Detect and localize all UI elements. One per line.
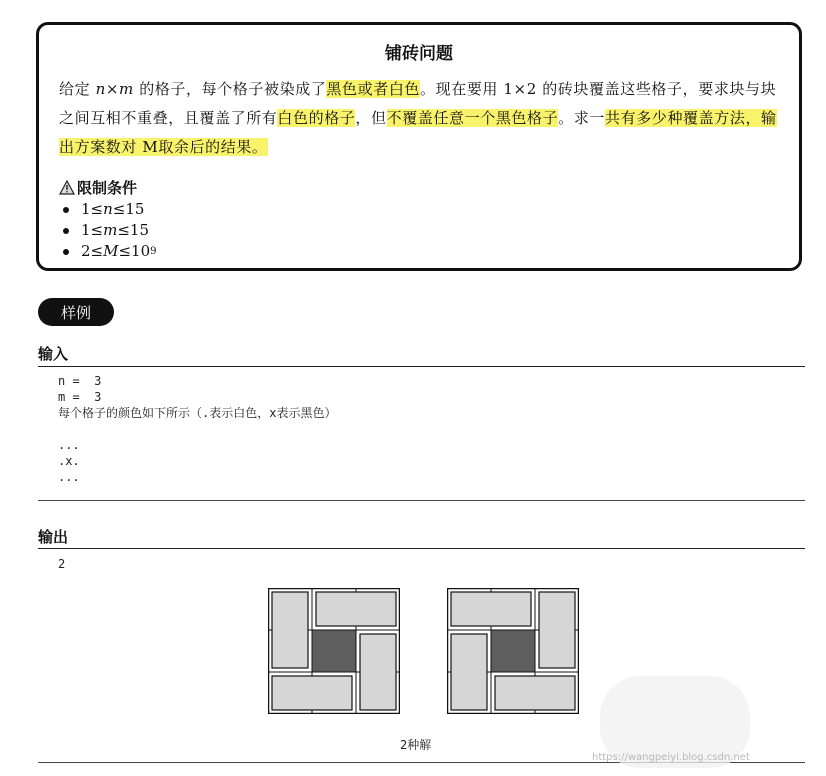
input-line: m = 3 — [58, 390, 102, 404]
solution-2-diagram — [447, 588, 579, 714]
constraint-item: 1≤ n ≤15 — [59, 199, 359, 220]
solution-1-diagram — [268, 588, 400, 714]
problem-box — [36, 22, 802, 271]
domino-horizontal — [316, 592, 396, 626]
input-line: 每个格子的颜色如下所示（.表示白色，x表示黑色） — [58, 406, 337, 420]
domino-vertical — [272, 592, 308, 668]
highlight-white-cells: 白色的格子 — [277, 109, 356, 127]
grid-row: ... — [58, 438, 80, 452]
input-line: n = 3 — [58, 374, 102, 388]
domino-vertical — [360, 634, 396, 710]
watermark-text: https://wangpeiyi.blog.csdn.net — [592, 752, 750, 763]
domino-horizontal — [495, 676, 575, 710]
grid-row: ... — [58, 470, 80, 484]
input-bottom-rule — [38, 500, 805, 501]
output-value: 2 — [58, 557, 66, 571]
statement-text: ，但 — [355, 109, 387, 127]
sample-label: 样例 — [38, 298, 114, 326]
domino-vertical — [539, 592, 575, 668]
output-heading: 输出 — [38, 528, 69, 546]
highlight-black-or-white: 黑色或者白色 — [326, 80, 421, 98]
var-n: n — [95, 80, 106, 98]
input-block — [58, 373, 336, 485]
constraints-heading — [59, 177, 359, 197]
highlight-no-black: 不覆盖任意一个黑色格子 — [386, 109, 559, 127]
input-line — [58, 421, 336, 437]
input-heading: 输入 — [38, 345, 69, 363]
problem-statement — [59, 75, 789, 162]
statement-text: 给定 — [59, 80, 96, 98]
constraints — [59, 177, 359, 262]
problem-title: 铺砖问题 — [385, 44, 453, 64]
constraints-title: 限制条件 — [77, 178, 138, 197]
statement-text: 。现在要用 1×2 的砖块覆盖这些格子，要求块与块之间互相不重叠，且覆盖了所有 — [59, 80, 777, 127]
black-cell — [312, 630, 356, 672]
black-cell — [491, 630, 535, 672]
domino-horizontal — [451, 592, 531, 626]
constraints-list — [59, 199, 359, 262]
output-top-rule — [38, 548, 805, 549]
constraint-item: 1≤ m ≤15 — [59, 220, 359, 241]
constraint-item: 2≤ M ≤10 9 — [59, 241, 359, 262]
highlight-question: 共有多少种覆盖方法，输出方案数对 M取余后的结果。 — [59, 109, 777, 156]
var-m: m — [119, 80, 134, 98]
times-sign: × — [105, 80, 120, 98]
input-top-rule — [38, 366, 805, 367]
figure-caption: 2种解 — [400, 738, 432, 752]
domino-horizontal — [272, 676, 352, 710]
statement-text: 的格子，每个格子被染成了 — [133, 80, 327, 98]
domino-vertical — [451, 634, 487, 710]
grid-row: .x. — [58, 454, 80, 468]
statement-text: 。求一 — [558, 109, 606, 127]
warning-icon — [59, 180, 75, 195]
